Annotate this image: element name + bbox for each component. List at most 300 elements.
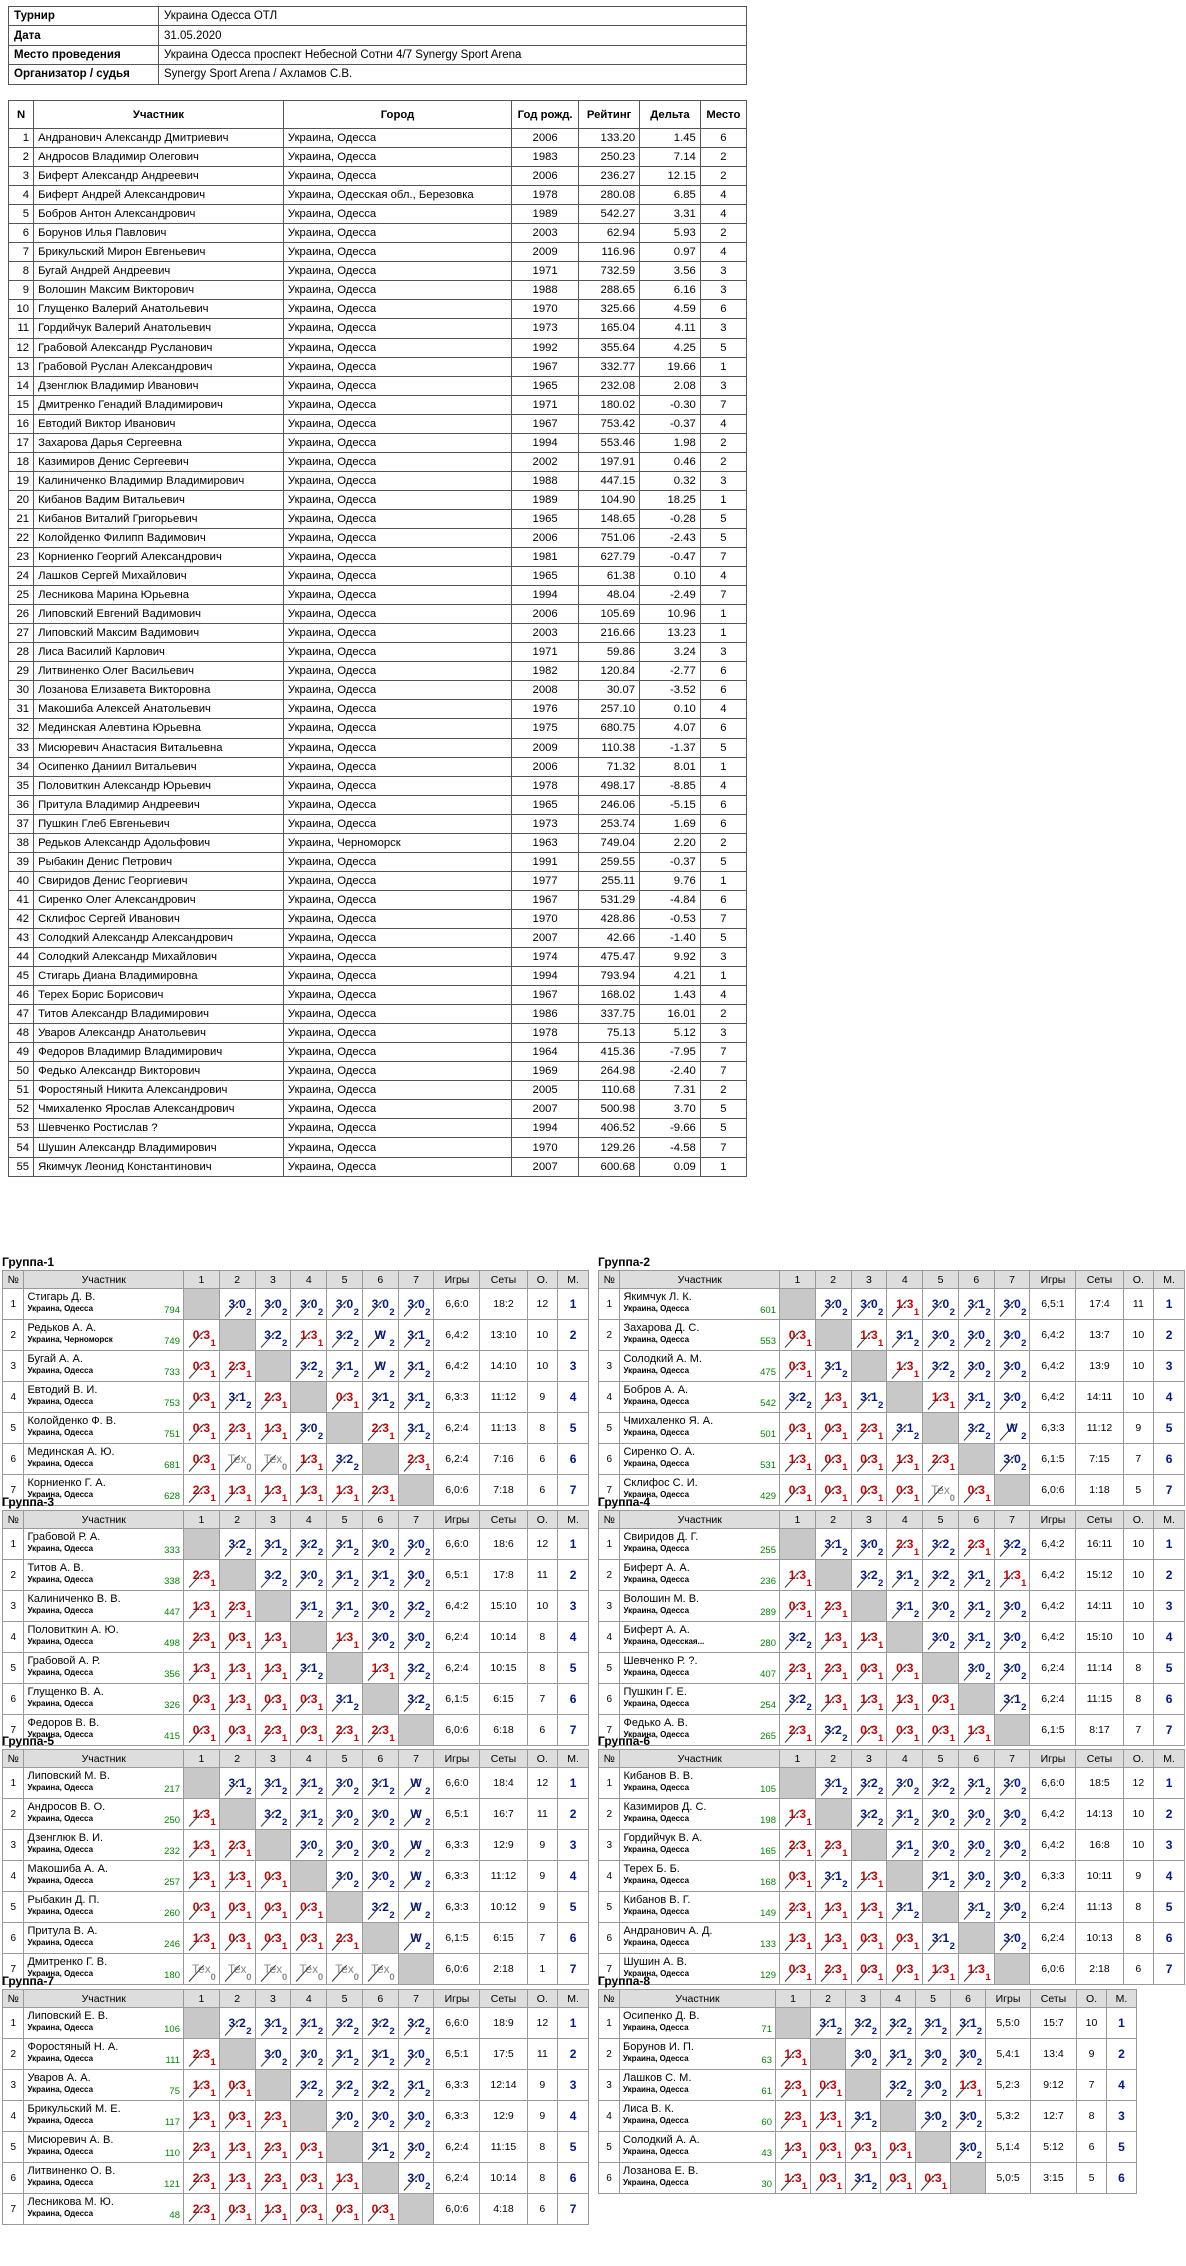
player-sets: 11:12 <box>480 1861 527 1892</box>
match-score <box>851 1444 887 1475</box>
row-number: 1 <box>3 1529 24 1560</box>
participant-cell: Мисюревич Анастасия Витальевна <box>34 738 284 757</box>
player-place: 2 <box>558 1799 589 1830</box>
match-score <box>881 2039 916 2070</box>
group-row <box>599 1444 1185 1475</box>
participant-cell: 7 <box>700 586 746 605</box>
match-score <box>887 1892 923 1923</box>
match-score <box>219 2194 255 2225</box>
participant-cell: 1965 <box>512 509 579 528</box>
match-score <box>362 1861 398 1892</box>
participant-cell: 1991 <box>512 852 579 871</box>
header-no: № <box>3 1511 24 1529</box>
score-points: 1 <box>906 2181 912 2192</box>
match-score <box>327 1830 363 1861</box>
participant-cell: Рыбакин Денис Петрович <box>34 852 284 871</box>
player-points: 9 <box>527 1382 558 1413</box>
group-row <box>599 1923 1185 1954</box>
player-name: Притула В. А. <box>27 1925 98 1937</box>
match-score <box>291 1799 327 1830</box>
player-sets: 15:10 <box>1076 1622 1123 1653</box>
score-value: 1:3 <box>371 1661 389 1675</box>
score-value: 0:3 <box>819 2078 837 2092</box>
participant-cell: -4.58 <box>640 1138 701 1157</box>
player-points: 6 <box>1123 1954 1154 1985</box>
score-points: 2 <box>317 1307 324 1318</box>
player-name: Евтодий В. И. <box>27 1384 98 1396</box>
participant-row <box>9 890 747 909</box>
header-no: № <box>599 1271 620 1289</box>
score-points: 1 <box>949 1462 955 1473</box>
participant-cell: -0.28 <box>640 509 701 528</box>
score-value: Tex <box>335 1962 354 1976</box>
score-value: 3:0 <box>371 1869 389 1883</box>
score-value: 3:1 <box>967 1599 985 1613</box>
match-score <box>219 1382 255 1413</box>
score-value: 3:1 <box>889 2047 907 2061</box>
header-games: Игры <box>434 1271 480 1289</box>
score-value: 2:3 <box>824 1838 842 1852</box>
score-points: 2 <box>425 1848 431 1859</box>
participant-cell: 4.11 <box>640 319 701 338</box>
score-value: 3:0 <box>407 2171 425 2185</box>
score-value: 0:3 <box>300 1900 318 1914</box>
score-points: 2 <box>425 1369 431 1380</box>
player-place: 1 <box>1107 2008 1137 2039</box>
header-opponent: 5 <box>923 1511 959 1529</box>
score-points: 2 <box>906 2088 912 2099</box>
player-name: Корниенко Г. А. <box>27 1477 106 1489</box>
participant-cell: 5 <box>700 852 746 871</box>
score-value: 0:3 <box>854 2140 872 2154</box>
match-score <box>362 2070 398 2101</box>
score-value: 3:0 <box>860 1537 878 1551</box>
participant-cell: 110.38 <box>579 738 640 757</box>
header-games: Игры <box>1030 1271 1076 1289</box>
player-cell <box>620 2008 776 2039</box>
score-points: 2 <box>949 1369 955 1380</box>
participant-cell: 42 <box>9 909 34 928</box>
row-number: 7 <box>599 1475 620 1506</box>
column-header: Дельта <box>640 101 701 129</box>
participant-cell: 49 <box>9 1043 34 1062</box>
player-cell <box>24 1529 184 1560</box>
match-score <box>994 1923 1030 1954</box>
participant-cell: Украина, Одесса <box>283 1138 511 1157</box>
score-points: 1 <box>210 2088 216 2099</box>
player-rating: 180 <box>164 1970 180 1981</box>
player-name: Лиса В. К. <box>623 2103 674 2115</box>
score-value: 1:3 <box>228 2171 246 2185</box>
player-points: 5 <box>1123 1475 1154 1506</box>
player-points: 8 <box>1077 2101 1107 2132</box>
score-points: 1 <box>913 1702 920 1713</box>
player-place: 4 <box>558 2101 589 2132</box>
header-no: № <box>3 1750 24 1768</box>
header-points: О. <box>527 1750 558 1768</box>
score-value: 0:3 <box>192 1900 211 1914</box>
player-city: Украина, Одесса <box>27 1845 94 1854</box>
participant-cell: 16 <box>9 414 34 433</box>
header-no: № <box>599 1990 620 2008</box>
participant-cell: -0.53 <box>640 909 701 928</box>
match-score <box>255 1768 291 1799</box>
header-opponent: 3 <box>851 1511 887 1529</box>
match-score <box>994 1289 1030 1320</box>
row-number: 5 <box>3 1413 24 1444</box>
header-opponent: 4 <box>887 1750 923 1768</box>
participant-cell: Якимчук Леонид Константинович <box>34 1157 284 1176</box>
score-points: 2 <box>389 2150 395 2161</box>
player-cell <box>620 1799 780 1830</box>
match-score <box>398 2008 434 2039</box>
match-score <box>398 1684 434 1715</box>
score-value: 3:1 <box>896 1838 914 1852</box>
participant-cell: 1974 <box>512 948 579 967</box>
group-row <box>599 1560 1185 1591</box>
score-points: 1 <box>878 1702 884 1713</box>
score-value: 2:3 <box>931 1452 950 1466</box>
group-3 <box>2 1495 589 1746</box>
participant-cell: 500.98 <box>579 1100 640 1119</box>
participant-cell: 25 <box>9 586 34 605</box>
match-score <box>327 1529 363 1560</box>
score-points: 1 <box>985 1733 991 1744</box>
score-value: 1:3 <box>192 1869 211 1883</box>
score-value: 3:1 <box>335 1692 354 1706</box>
match-score <box>916 2070 951 2101</box>
score-points: 1 <box>210 2057 216 2068</box>
row-number: 6 <box>599 1684 620 1715</box>
score-points: 2 <box>317 1578 324 1589</box>
score-value: 3:1 <box>300 1661 318 1675</box>
player-cell <box>620 1444 780 1475</box>
group-title: Группа-8 <box>598 1974 651 1988</box>
score-points: 1 <box>317 1462 324 1473</box>
score-points: 1 <box>246 2119 252 2130</box>
info-label: Турнир <box>9 7 159 26</box>
match-score <box>255 2194 291 2225</box>
header-opponent: 6 <box>362 1511 398 1529</box>
group-header-row <box>3 1271 589 1289</box>
player-name: Шевченко Р. ?. <box>623 1655 698 1667</box>
info-label: Организатор / судья <box>9 65 159 84</box>
player-points: 11 <box>1123 1289 1154 1320</box>
player-points: 5 <box>1077 2163 1107 2194</box>
match-score <box>815 1861 851 1892</box>
player-games: 6,6:0 <box>434 1529 480 1560</box>
player-sets: 12:9 <box>480 1830 527 1861</box>
participant-cell: Украина, Одесса <box>283 624 511 643</box>
player-city: Украина, Одесса <box>27 1637 94 1646</box>
header-opponent: 3 <box>255 1511 291 1529</box>
header-opponent: 4 <box>291 1511 327 1529</box>
score-points: 2 <box>353 1879 359 1890</box>
participant-cell: 7.31 <box>640 1081 701 1100</box>
participant-cell: 3 <box>700 281 746 300</box>
header-opponent: 5 <box>916 1990 951 2008</box>
player-games: 6,2:4 <box>1030 1684 1076 1715</box>
player-sets: 7:18 <box>480 1475 527 1506</box>
match-score <box>958 1560 994 1591</box>
score-value: 3:2 <box>788 1630 807 1644</box>
player-games: 6,3:3 <box>434 2101 480 2132</box>
score-value: 1:3 <box>824 1900 842 1914</box>
participant-cell: 2006 <box>512 757 579 776</box>
header-points: О. <box>527 1511 558 1529</box>
participant-cell: Украина, Одесса <box>283 452 511 471</box>
player-sets: 7:15 <box>1076 1444 1123 1475</box>
player-place: 3 <box>558 2070 589 2101</box>
group-header-row <box>3 1750 589 1768</box>
participant-row <box>9 986 747 1005</box>
score-points: 1 <box>282 2181 288 2192</box>
participant-cell: 325.66 <box>579 300 640 319</box>
player-name: Андросов В. О. <box>27 1801 106 1813</box>
score-value: 3:1 <box>896 1599 914 1613</box>
score-value: 2:3 <box>264 1390 282 1404</box>
score-points: 1 <box>806 1671 812 1682</box>
score-points: 2 <box>913 1817 920 1828</box>
score-value: 1:3 <box>931 1390 950 1404</box>
score-value: 3:1 <box>300 2016 318 2030</box>
match-score <box>776 2163 811 2194</box>
match-score <box>994 1799 1030 1830</box>
match-score <box>923 1351 959 1382</box>
participant-cell: 1975 <box>512 719 579 738</box>
score-value: 2:3 <box>192 1630 211 1644</box>
player-cell <box>620 1892 780 1923</box>
player-sets: 10:13 <box>1076 1923 1123 1954</box>
match-score <box>398 1560 434 1591</box>
match-score <box>255 2039 291 2070</box>
match-score <box>815 1351 851 1382</box>
match-score <box>398 1320 434 1351</box>
score-value: 1:3 <box>784 2171 802 2185</box>
row-number: 7 <box>3 1475 24 1506</box>
row-number: 6 <box>3 1684 24 1715</box>
participant-cell: 61.38 <box>579 567 640 586</box>
score-points: 2 <box>282 1578 288 1589</box>
player-sets: 18:9 <box>480 2008 527 2039</box>
player-city: Украина, Одесса <box>623 1814 690 1823</box>
player-rating: 681 <box>164 1460 180 1471</box>
score-points: 1 <box>210 2150 216 2161</box>
score-points: 1 <box>246 1369 252 1380</box>
player-games: 6,5:1 <box>1030 1289 1076 1320</box>
score-value: 1:3 <box>228 1869 246 1883</box>
match-score <box>255 1684 291 1715</box>
score-points: 1 <box>806 1578 812 1589</box>
score-value: 3:2 <box>860 1807 878 1821</box>
participant-cell: 15 <box>9 395 34 414</box>
participant-cell: 30.07 <box>579 681 640 700</box>
match-score <box>327 1444 363 1475</box>
participant-cell: 2 <box>700 148 746 167</box>
participant-cell: 1 <box>700 357 746 376</box>
score-points: 2 <box>317 1369 324 1380</box>
match-score <box>815 1622 851 1653</box>
self-cell <box>923 1413 959 1444</box>
score-value: 0:3 <box>264 1692 282 1706</box>
player-rating: 753 <box>164 1398 180 1409</box>
group-title: Группа-1 <box>2 1255 55 1269</box>
participant-row <box>9 490 747 509</box>
score-points: 1 <box>913 1369 920 1380</box>
score-points: 2 <box>913 1786 920 1797</box>
player-sets: 8:17 <box>1076 1715 1123 1746</box>
score-points: 2 <box>282 2057 288 2068</box>
score-points: 1 <box>842 1910 848 1921</box>
self-cell <box>291 1861 327 1892</box>
score-points: 1 <box>210 1910 216 1921</box>
score-value: 0:3 <box>228 1630 246 1644</box>
score-points: 2 <box>425 1640 431 1651</box>
participant-cell: 8 <box>9 262 34 281</box>
group-row <box>3 1830 589 1861</box>
score-points: 2 <box>246 1786 252 1797</box>
player-games: 6,3:3 <box>434 1861 480 1892</box>
score-points: 1 <box>913 1307 920 1318</box>
match-score <box>184 1861 220 1892</box>
score-value: 1:3 <box>192 1807 211 1821</box>
player-cell <box>620 2039 776 2070</box>
player-sets: 5:12 <box>1031 2132 1077 2163</box>
score-value: 1:3 <box>824 1931 842 1945</box>
header-opponent: 1 <box>184 1271 220 1289</box>
match-score <box>362 1591 398 1622</box>
player-place: 3 <box>558 1351 589 1382</box>
player-rating: 794 <box>164 1305 180 1316</box>
participant-row <box>9 948 747 967</box>
score-points: 2 <box>941 2088 947 2099</box>
participant-cell: 48 <box>9 1024 34 1043</box>
match-score <box>184 1622 220 1653</box>
match-score <box>923 1684 959 1715</box>
match-score <box>887 1830 923 1861</box>
player-sets: 15:7 <box>1031 2008 1077 2039</box>
score-points: 1 <box>246 1702 252 1713</box>
score-points: 0 <box>389 1972 395 1983</box>
player-rating: 110 <box>164 2148 180 2159</box>
participant-row <box>9 605 747 624</box>
player-games: 6,4:2 <box>434 1591 480 1622</box>
match-score <box>923 1591 959 1622</box>
header-opponent: 5 <box>327 1511 363 1529</box>
participant-cell: 4 <box>700 186 746 205</box>
score-points: 1 <box>806 1733 812 1744</box>
participant-cell: 17 <box>9 433 34 452</box>
header-sets: Сеты <box>1076 1271 1123 1289</box>
participant-cell: 51 <box>9 1081 34 1100</box>
participant-cell: 75.13 <box>579 1024 640 1043</box>
header-opponent: 1 <box>776 1990 811 2008</box>
row-number: 6 <box>3 1923 24 1954</box>
participant-cell: 6 <box>700 795 746 814</box>
header-opponent: 4 <box>887 1511 923 1529</box>
participant-cell: Украина, Одесса <box>283 1005 511 1024</box>
participant-cell: Украина, Одесса <box>283 948 511 967</box>
score-value: 3:0 <box>1003 1599 1021 1613</box>
score-points: 1 <box>246 1609 252 1620</box>
score-value: 0:3 <box>860 1723 878 1737</box>
match-score <box>994 1768 1030 1799</box>
header-opponent: 3 <box>851 1750 887 1768</box>
participant-cell: 45 <box>9 967 34 986</box>
player-rating: 542 <box>760 1398 776 1409</box>
participant-cell: 264.98 <box>579 1062 640 1081</box>
match-score <box>923 1861 959 1892</box>
score-value: 3:0 <box>959 2047 977 2061</box>
participant-cell: Украина, Одесса <box>283 376 511 395</box>
score-points: 2 <box>389 2088 395 2099</box>
header-opponent: 6 <box>958 1750 994 1768</box>
player-rating: 429 <box>760 1491 776 1502</box>
header-opponent: 6 <box>951 1990 986 2008</box>
match-score <box>291 1289 327 1320</box>
score-value: 0:3 <box>824 1483 842 1497</box>
participant-cell: Украина, Одесса <box>283 148 511 167</box>
score-points: 1 <box>878 1941 884 1952</box>
player-name: Лесникова М. Ю. <box>27 2196 114 2208</box>
player-points: 8 <box>1123 1653 1154 1684</box>
participant-cell: 0.97 <box>640 243 701 262</box>
score-value: 3:1 <box>967 1776 985 1790</box>
self-cell <box>362 2163 398 2194</box>
participant-cell: Украина, Одесса <box>283 167 511 186</box>
match-score <box>958 1529 994 1560</box>
score-points: 2 <box>913 1910 920 1921</box>
score-value: 3:0 <box>1003 1776 1021 1790</box>
score-points: 1 <box>913 1972 920 1983</box>
player-place: 2 <box>1154 1320 1185 1351</box>
header-opponent: 6 <box>958 1271 994 1289</box>
match-score <box>255 1413 291 1444</box>
score-value: 0:3 <box>264 1900 282 1914</box>
participant-cell: 22 <box>9 528 34 547</box>
score-value: 1:3 <box>335 1630 354 1644</box>
participant-cell: 2.20 <box>640 833 701 852</box>
player-rating: 531 <box>760 1460 776 1471</box>
player-points: 9 <box>1123 1861 1154 1892</box>
score-value: 3:1 <box>896 1568 914 1582</box>
score-value: 0:3 <box>300 1931 318 1945</box>
match-score <box>398 1413 434 1444</box>
header-opponent: 2 <box>219 1750 255 1768</box>
score-value: 1:3 <box>788 1452 807 1466</box>
score-value: 0:3 <box>788 1328 807 1342</box>
player-place: 3 <box>1154 1351 1185 1382</box>
player-cell <box>620 1591 780 1622</box>
player-points: 10 <box>527 1320 558 1351</box>
score-points: 2 <box>353 2119 359 2130</box>
participant-cell: 1976 <box>512 700 579 719</box>
header-opponent: 4 <box>887 1271 923 1289</box>
self-cell <box>923 1892 959 1923</box>
score-value: 1:3 <box>264 1630 282 1644</box>
participant-cell: 7 <box>700 1043 746 1062</box>
row-number: 2 <box>599 1560 620 1591</box>
score-points: 2 <box>389 1910 395 1921</box>
score-points: 1 <box>842 1462 848 1473</box>
self-cell <box>851 1351 887 1382</box>
participant-cell: 53 <box>9 1119 34 1138</box>
participant-cell: 4.25 <box>640 338 701 357</box>
score-value: 2:3 <box>788 1661 807 1675</box>
participant-cell: 1.43 <box>640 986 701 1005</box>
score-value: 0:3 <box>228 2078 246 2092</box>
score-points: 2 <box>353 1462 359 1473</box>
